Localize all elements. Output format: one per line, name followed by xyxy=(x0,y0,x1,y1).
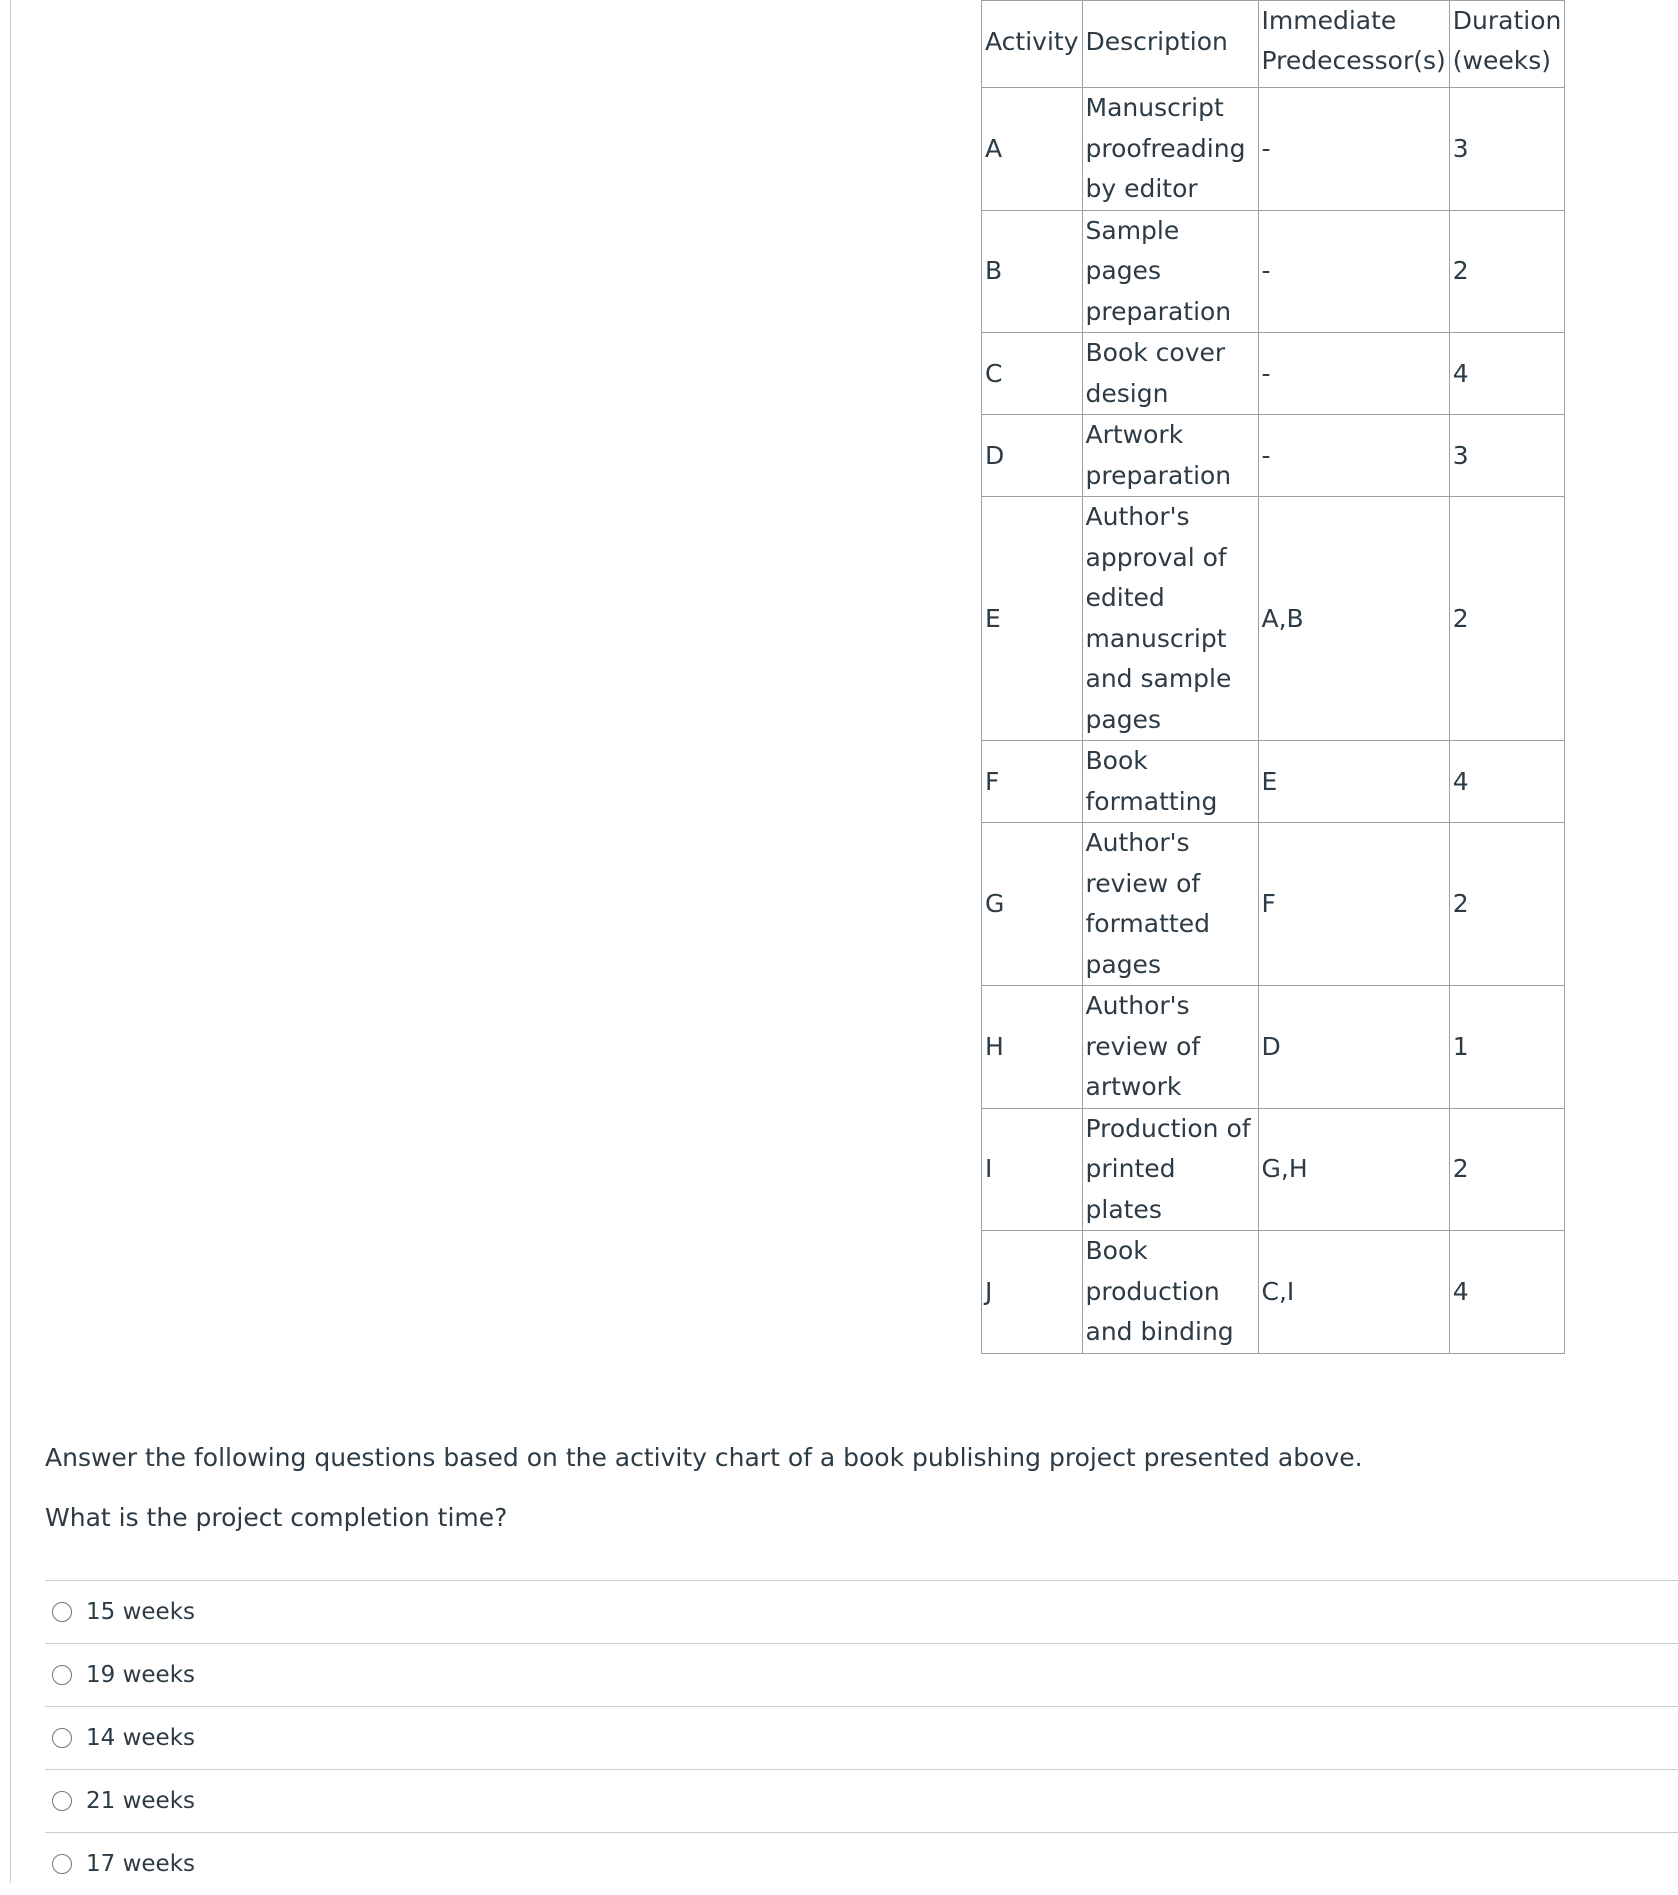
question-intro: Answer the following questions based on the activity chart of a book publishing project presented above. xyxy=(45,1443,1363,1472)
question-prompt: What is the project completion time? xyxy=(45,1503,508,1532)
table-row xyxy=(982,210,1565,333)
table-row xyxy=(982,741,1565,823)
radio-button[interactable] xyxy=(52,1791,72,1811)
answer-label[interactable]: 14 weeks xyxy=(86,1725,195,1751)
answer-label[interactable]: 17 weeks xyxy=(86,1851,195,1877)
answer-option[interactable] xyxy=(45,1706,1678,1769)
table-row xyxy=(982,823,1565,986)
activity-cell: C xyxy=(982,333,1083,415)
table-row xyxy=(982,415,1565,497)
duration-cell: 4 xyxy=(1449,741,1565,823)
activity-cell: E xyxy=(982,497,1083,741)
description-cell: Author's review of artwork xyxy=(1082,986,1258,1109)
duration-cell: 2 xyxy=(1449,1108,1565,1231)
answer-label[interactable]: 15 weeks xyxy=(86,1599,195,1625)
description-cell: Production of printed plates xyxy=(1082,1108,1258,1231)
table-row xyxy=(982,88,1565,211)
table-row xyxy=(982,333,1565,415)
predecessor-cell: D xyxy=(1258,986,1449,1109)
duration-cell: 2 xyxy=(1449,823,1565,986)
answer-label[interactable]: 21 weeks xyxy=(86,1788,195,1814)
table-row xyxy=(982,1108,1565,1231)
activity-cell: G xyxy=(982,823,1083,986)
duration-cell: 2 xyxy=(1449,210,1565,333)
predecessor-cell: G,H xyxy=(1258,1108,1449,1231)
answer-option[interactable] xyxy=(45,1643,1678,1706)
activity-cell: I xyxy=(982,1108,1083,1231)
activity-cell: H xyxy=(982,986,1083,1109)
activity-cell: B xyxy=(982,210,1083,333)
radio-button[interactable] xyxy=(52,1665,72,1685)
activity-table xyxy=(981,0,1565,1354)
answer-option[interactable] xyxy=(45,1832,1678,1895)
answer-option[interactable] xyxy=(45,1769,1678,1832)
predecessor-cell: A,B xyxy=(1258,497,1449,741)
description-cell: Book production and binding xyxy=(1082,1231,1258,1354)
duration-cell: 1 xyxy=(1449,986,1565,1109)
content-left-border xyxy=(10,0,11,1883)
activity-cell: F xyxy=(982,741,1083,823)
header-activity: Activity xyxy=(982,1,1083,88)
activity-cell: A xyxy=(982,88,1083,211)
answer-label[interactable]: 19 weeks xyxy=(86,1662,195,1688)
table-row xyxy=(982,1231,1565,1354)
duration-cell: 4 xyxy=(1449,1231,1565,1354)
answer-option[interactable] xyxy=(45,1580,1678,1643)
description-cell: Author's review of formatted pages xyxy=(1082,823,1258,986)
duration-cell: 4 xyxy=(1449,333,1565,415)
description-cell: Manuscript proofreading by editor xyxy=(1082,88,1258,211)
table-row xyxy=(982,986,1565,1109)
duration-cell: 2 xyxy=(1449,497,1565,741)
predecessor-cell: - xyxy=(1258,88,1449,211)
activity-table-container xyxy=(981,0,1565,1354)
predecessor-cell: E xyxy=(1258,741,1449,823)
description-cell: Artwork preparation xyxy=(1082,415,1258,497)
predecessor-cell: - xyxy=(1258,333,1449,415)
table-header-row xyxy=(982,1,1565,88)
predecessor-cell: C,I xyxy=(1258,1231,1449,1354)
radio-button[interactable] xyxy=(52,1728,72,1748)
description-cell: Book cover design xyxy=(1082,333,1258,415)
radio-button[interactable] xyxy=(52,1854,72,1874)
predecessor-cell: - xyxy=(1258,415,1449,497)
activity-cell: J xyxy=(982,1231,1083,1354)
table-row xyxy=(982,497,1565,741)
header-predecessor: Immediate Predecessor(s) xyxy=(1258,1,1449,88)
radio-button[interactable] xyxy=(52,1602,72,1622)
predecessor-cell: - xyxy=(1258,210,1449,333)
description-cell: Sample pages preparation xyxy=(1082,210,1258,333)
duration-cell: 3 xyxy=(1449,415,1565,497)
duration-cell: 3 xyxy=(1449,88,1565,211)
activity-cell: D xyxy=(982,415,1083,497)
predecessor-cell: F xyxy=(1258,823,1449,986)
header-description: Description xyxy=(1082,1,1258,88)
description-cell: Book formatting xyxy=(1082,741,1258,823)
description-cell: Author's approval of edited manuscript and sample pages xyxy=(1082,497,1258,741)
answer-options xyxy=(45,1580,1678,1895)
header-duration: Duration (weeks) xyxy=(1449,1,1565,88)
